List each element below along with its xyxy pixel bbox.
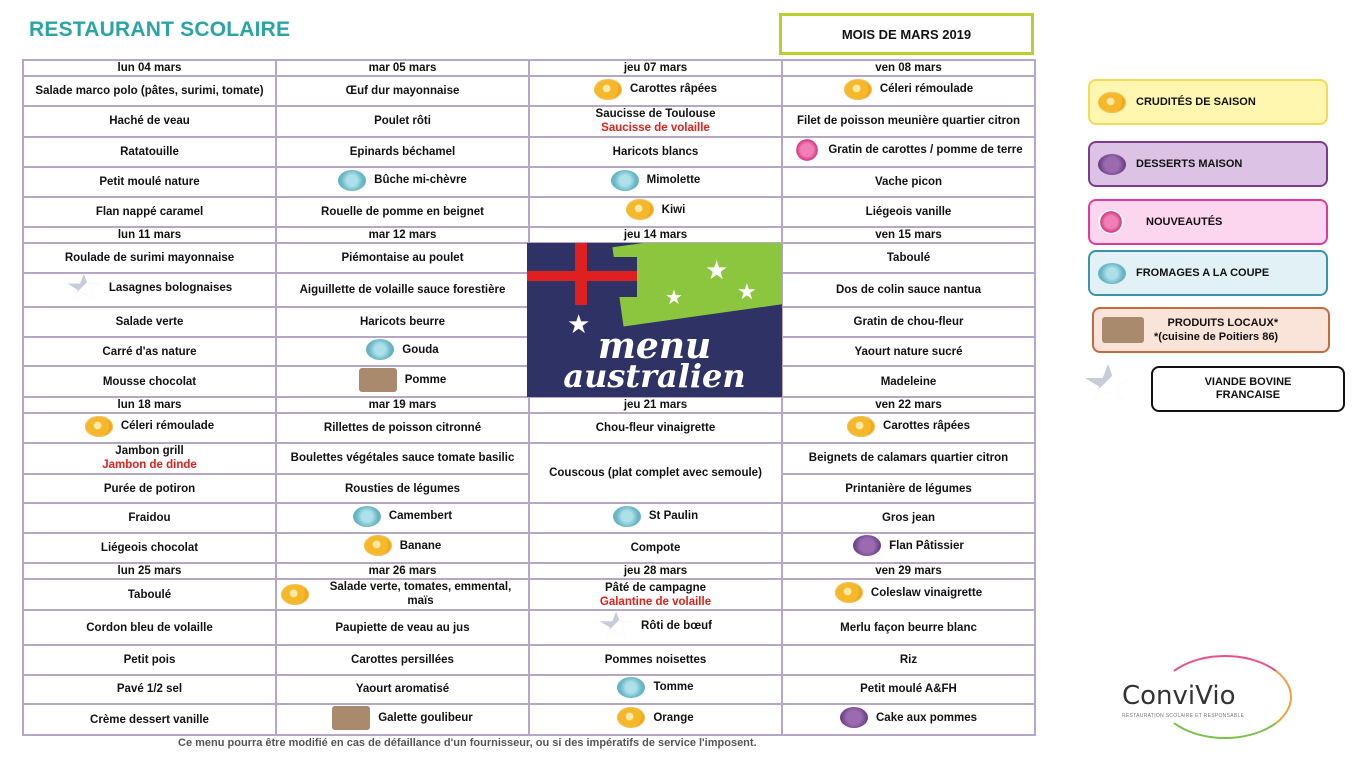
orange-icon [364, 535, 392, 556]
dish-name: Bûche mi-chèvre [374, 174, 467, 187]
tractor-icon [332, 706, 370, 730]
dish-name: Madeleine [880, 375, 937, 388]
dish-cell [23, 76, 276, 106]
dish-name: Crème dessert vanille [90, 713, 209, 726]
orange-icon [281, 584, 309, 605]
dish-name: Filet de poisson meunière quartier citron [796, 115, 1020, 128]
menu-grid [22, 59, 1034, 739]
dish-cell [276, 106, 529, 137]
australian-menu-banner [527, 243, 782, 397]
cheese-icon [613, 506, 641, 527]
legend-crudites [1088, 79, 1328, 125]
dish-cell [529, 579, 782, 610]
dish-name: Carottes persillées [351, 653, 454, 666]
dish-name: Pavé 1/2 sel [116, 683, 183, 696]
spoon-fork-icon [1098, 154, 1126, 175]
dish-alternative: Galantine de volaille [599, 595, 712, 608]
dish-cell [276, 273, 529, 308]
dish-name: Pommes noisettes [604, 653, 707, 666]
dish-cell [276, 610, 529, 645]
cheese-icon [338, 170, 366, 191]
orange-icon [85, 416, 113, 437]
dish-cell [782, 197, 1035, 227]
dish-cell [276, 704, 529, 735]
dish-name: Haché de veau [109, 115, 190, 128]
dish-cell [782, 579, 1035, 610]
dish-cell [782, 307, 1035, 337]
dish-name: Saucisse de Toulouse [595, 108, 716, 121]
dish-name: Lasagnes bolognaises [108, 281, 233, 294]
dish-cell [782, 610, 1035, 645]
dish-cell [529, 704, 782, 735]
logo-name: ConviVio [1122, 681, 1236, 711]
dish-cell [276, 76, 529, 106]
dish-cell [529, 106, 782, 137]
legend-crudites-label: CRUDITÉS DE SAISON [1136, 96, 1256, 108]
dish-cell [782, 675, 1035, 705]
dish-name: Flan Pâtissier [889, 539, 964, 552]
dish-cell [782, 273, 1035, 308]
dish-name: Aiguillette de volaille sauce forestière [299, 283, 506, 296]
dish-cell [529, 413, 782, 443]
dish-cell [23, 675, 276, 705]
spoon-fork-icon [840, 707, 868, 728]
viande-bovine-francaise-icon [599, 612, 633, 640]
dish-name: Rôti de bœuf [641, 619, 712, 632]
day-header: jeu 14 mars [529, 227, 782, 243]
dish-cell [529, 137, 782, 168]
day-header: ven 29 mars [782, 563, 1035, 579]
star-icon: ★ [705, 255, 729, 285]
dish-cell [782, 137, 1035, 168]
orange-icon [594, 79, 622, 100]
dish-name: Galette goulibeur [378, 711, 473, 724]
dish-cell [276, 443, 529, 474]
dish-alternative: Jambon de dinde [102, 459, 197, 472]
dish-name: Haricots blancs [612, 145, 699, 158]
star-badge-icon [1098, 210, 1124, 234]
dish-name: Dos de colin sauce nantua [835, 283, 982, 296]
cheese-icon [1098, 263, 1126, 284]
dish-cell [23, 645, 276, 675]
dish-name: Gros jean [881, 512, 936, 525]
dish-cell [782, 413, 1035, 443]
cheese-icon [366, 339, 394, 360]
dish-name: Epinards béchamel [349, 145, 456, 158]
dish-cell [782, 366, 1035, 397]
dish-name: Orange [653, 711, 694, 724]
dish-cell [529, 675, 782, 705]
dish-name: Petit pois [123, 653, 176, 666]
dish-cell [276, 366, 529, 397]
dish-name: Œuf dur mayonnaise [345, 85, 460, 98]
dish-cell [782, 443, 1035, 474]
dish-name: Flan nappé caramel [95, 205, 204, 218]
tractor-icon [359, 368, 397, 392]
dish-name: Pâté de campagne [605, 581, 706, 594]
dish-name: Purée de potiron [103, 482, 196, 495]
dish-cell [23, 337, 276, 367]
dish-name: Haricots beurre [359, 316, 445, 329]
month-box [779, 13, 1034, 55]
star-icon: ★ [737, 279, 757, 304]
dish-name: Gratin de carottes / pomme de terre [828, 143, 1023, 156]
dish-name: Banane [399, 539, 442, 552]
dish-name: Salade marco polo (pâtes, surimi, tomate) [35, 85, 264, 98]
dish-name: Carottes râpées [630, 83, 717, 96]
dish-cell [529, 645, 782, 675]
dish-cell [23, 474, 276, 504]
convivio-logo [1118, 655, 1293, 735]
dish-name: Yaourt aromatisé [355, 683, 450, 696]
dish-cell [276, 675, 529, 705]
dish-cell [529, 167, 782, 197]
dish-name: Riz [899, 653, 918, 666]
dish-name: Carré d'as nature [102, 345, 197, 358]
dish-cell [23, 413, 276, 443]
viande-bovine-francaise-icon [67, 274, 101, 302]
star-badge-icon [794, 138, 820, 162]
legend-fromages-label: FROMAGES A LA COUPE [1136, 267, 1270, 279]
day-header: mar 05 mars [276, 60, 529, 76]
dish-cell [23, 167, 276, 197]
dish-name: Kiwi [661, 203, 686, 216]
dish-name: Liégeois chocolat [100, 541, 199, 554]
dish-cell [276, 645, 529, 675]
day-header: ven 08 mars [782, 60, 1035, 76]
dish-name: Salade verte [115, 316, 184, 329]
dish-name: Couscous (plat complet avec semoule) [549, 467, 762, 480]
orange-icon [847, 416, 875, 437]
orange-icon [844, 79, 872, 100]
cheese-icon [353, 506, 381, 527]
dish-cell [276, 503, 529, 533]
legend-desserts [1088, 141, 1328, 187]
dish-name: Carottes râpées [883, 420, 970, 433]
day-header: lun 18 mars [23, 397, 276, 413]
legend-bovine-line2: FRANCAISE [1215, 389, 1281, 401]
dish-name: Coleslaw vinaigrette [870, 586, 983, 599]
dish-name: Boulettes végétales sauce tomate basilic [290, 452, 515, 465]
dish-cell [529, 610, 782, 645]
dish-cell [276, 197, 529, 227]
dish-cell [23, 503, 276, 533]
dish-cell [276, 167, 529, 197]
dish-cell [782, 337, 1035, 367]
orange-icon [835, 582, 863, 603]
logo-tagline: RESTAURATION SCOLAIRE ET RESPONSABLE [1122, 713, 1245, 719]
dish-cell [276, 533, 529, 563]
dish-cell [276, 337, 529, 367]
banner-flag-cross-v [575, 243, 587, 305]
dish-name: Tomme [653, 681, 694, 694]
dish-cell [782, 533, 1035, 563]
dish-cell [276, 474, 529, 504]
day-header: ven 15 mars [782, 227, 1035, 243]
dish-cell [529, 533, 782, 563]
dish-name: Mousse chocolat [102, 375, 197, 388]
dish-name: Beignets de calamars quartier citron [808, 452, 1009, 465]
dish-cell [276, 243, 529, 273]
dish-cell [782, 645, 1035, 675]
dish-cell [23, 197, 276, 227]
dish-name: Poulet rôti [374, 115, 431, 128]
legend-nouveautes-label: NOUVEAUTÉS [1146, 216, 1223, 228]
dish-cell [23, 106, 276, 137]
legend-bovine-line1: VIANDE BOVINE [1204, 376, 1292, 388]
legend-locaux-label: PRODUITS LOCAUX* [1167, 317, 1279, 329]
dish-cell [276, 137, 529, 168]
tractor-icon [1102, 317, 1144, 343]
dish-cell [23, 610, 276, 645]
dish-name: Taboulé [127, 588, 172, 601]
dish-cell [23, 307, 276, 337]
dish-cell [23, 137, 276, 168]
dish-cell [529, 503, 782, 533]
dish-cell [23, 366, 276, 397]
dish-name: Roulade de surimi mayonnaise [64, 251, 235, 264]
dish-cell [23, 443, 276, 474]
page-title: RESTAURANT SCOLAIRE [29, 18, 291, 41]
dish-cell [529, 197, 782, 227]
dish-name: Camembert [388, 510, 453, 523]
footer-note: Ce menu pourra être modifié en cas de défaillance d'un fournisseur, ou si des impératifs de service l'imposent. [178, 737, 757, 749]
viande-bovine-francaise-icon [1084, 364, 1132, 404]
dish-name: Petit moulé nature [99, 176, 200, 189]
dish-cell [276, 413, 529, 443]
dish-name: Ratatouille [120, 145, 179, 158]
dish-cell [23, 273, 276, 308]
legend-nouveautes [1088, 199, 1328, 245]
dish-name: Gratin de chou-fleur [853, 316, 964, 329]
day-header: mar 12 mars [276, 227, 529, 243]
dish-name: Vache picon [874, 176, 943, 189]
dish-name: Yaourt nature sucré [854, 345, 963, 358]
dish-name: St Paulin [648, 510, 699, 523]
dish-name: Printanière de légumes [845, 482, 972, 495]
cheese-icon [611, 170, 639, 191]
month-label: MOIS DE MARS 2019 [841, 26, 972, 42]
dish-name: Chou-fleur vinaigrette [595, 422, 716, 435]
cheese-icon [617, 677, 645, 698]
dish-name: Cake aux pommes [876, 711, 977, 724]
dish-cell [782, 167, 1035, 197]
dish-name: Pomme [404, 373, 447, 386]
day-header: lun 11 mars [23, 227, 276, 243]
day-header: ven 22 mars [782, 397, 1035, 413]
dish-alternative: Saucisse de volaille [601, 122, 710, 135]
banner-title-1: menu [597, 325, 712, 367]
dish-name: Rouelle de pomme en beignet [321, 205, 484, 218]
day-header: jeu 07 mars [529, 60, 782, 76]
dish-cell [529, 76, 782, 106]
dish-cell [782, 704, 1035, 735]
dish-cell [23, 704, 276, 735]
dish-cell [23, 533, 276, 563]
dish-name: Salade verte, tomates, emmental, maïs [329, 581, 512, 608]
dish-cell [529, 443, 782, 503]
dish-cell [276, 579, 529, 610]
dish-cell [782, 474, 1035, 504]
dish-cell [23, 579, 276, 610]
day-header: lun 25 mars [23, 563, 276, 579]
dish-name: Paupiette de veau au jus [335, 621, 470, 634]
dish-name: Céleri rémoulade [879, 83, 974, 96]
dish-cell [782, 76, 1035, 106]
day-header: lun 04 mars [23, 60, 276, 76]
legend-locaux-note: *(cuisine de Poitiers 86) [1154, 331, 1279, 343]
dish-name: Céleri rémoulade [120, 420, 215, 433]
legend-locaux [1092, 307, 1330, 353]
orange-icon [617, 707, 645, 728]
dish-name: Mimolette [646, 174, 701, 187]
day-header: jeu 28 mars [529, 563, 782, 579]
dish-cell [276, 307, 529, 337]
day-header: mar 19 mars [276, 397, 529, 413]
banner-title-2: australien [563, 357, 746, 395]
dish-name: Gouda [402, 343, 439, 356]
star-icon: ★ [665, 287, 683, 309]
star-icon: ★ [567, 309, 591, 339]
dish-name: Rousties de légumes [344, 482, 461, 495]
day-header: jeu 21 mars [529, 397, 782, 413]
day-header: mar 26 mars [276, 563, 529, 579]
dish-cell [782, 503, 1035, 533]
dish-name: Merlu façon beurre blanc [840, 621, 977, 634]
dish-name: Fraidou [128, 512, 171, 525]
dish-name: Jambon grill [115, 445, 184, 458]
dish-name: Cordon bleu de volaille [86, 621, 213, 634]
dish-name: Liégeois vanille [865, 205, 952, 218]
dish-cell [23, 243, 276, 273]
legend-desserts-label: DESSERTS MAISON [1136, 158, 1243, 170]
dish-name: Piémontaise au poulet [341, 251, 464, 264]
dish-cell [782, 243, 1035, 273]
spoon-fork-icon [853, 535, 881, 556]
orange-icon [1098, 92, 1126, 113]
dish-cell [782, 106, 1035, 137]
dish-name: Rillettes de poisson citronné [323, 422, 482, 435]
dish-name: Taboulé [886, 251, 931, 264]
dish-name: Compote [630, 541, 681, 554]
legend-fromages [1088, 250, 1328, 296]
dish-name: Petit moulé A&FH [860, 683, 957, 696]
orange-icon [626, 199, 654, 220]
menu-table [22, 59, 1036, 736]
legend-bovine [1151, 366, 1345, 412]
